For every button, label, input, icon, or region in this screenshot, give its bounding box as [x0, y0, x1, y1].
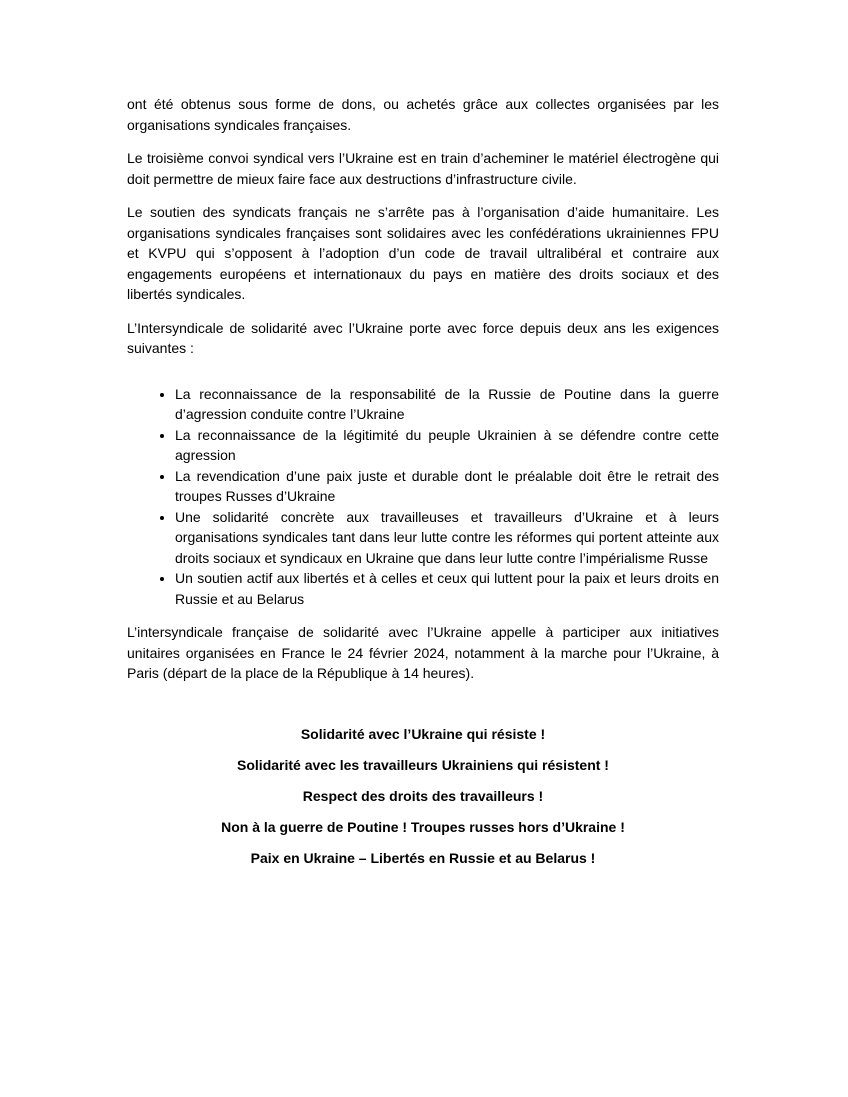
paragraph-union-support: Le soutien des syndicats français ne s’arrête pas à l’organisation d’aide humanitaire. Les organisations syndicales françaises sont solidaires avec les confédérations ukrainiennes FPU et KVPU qui s’opposent à l’adoption d’un code de travail ultralibéral et contraire aux engagements européens et internationaux du pays en matière des droits sociaux et des libertés syndicales. — [127, 204, 719, 302]
demands-list — [127, 384, 719, 610]
paragraph-donations: ont été obtenus sous forme de dons, ou achetés grâce aux collectes organisées par les organisations syndicales françaises. — [127, 96, 719, 133]
list-item-legitimacy: • La reconnaissance de la légitimité du peuple Ukrainien à se défendre contre cette agression — [175, 425, 719, 466]
slogan-solidarity-ukraine: Solidarité avec l’Ukraine qui résiste ! — [300, 725, 546, 742]
slogan-workers-rights: Respect des droits des travailleurs ! — [302, 787, 544, 804]
slogan-peace-freedoms: Paix en Ukraine – Libertés en Russie et au Belarus ! — [250, 849, 596, 866]
list-item-just-peace: • La revendication d’une paix juste et durable dont le préalable doit être le retrait des troupes Russes d’Ukraine — [175, 466, 719, 507]
paragraph-third-convoy: Le troisième convoi syndical vers l’Ukraine est en train d’acheminer le matériel électrogène qui doit permettre de mieux faire face aux destructions d’infrastructure civile. — [127, 150, 719, 187]
list-item-worker-solidarity: • Une solidarité concrète aux travailleuses et travailleurs d’Ukraine et à leurs organisations syndicales tant dans leur lutte contre les réformes qui portent atteinte aux droits sociaux et syndicaux en Ukraine que dans leur lutte contre l’impérialisme Russe — [175, 507, 719, 569]
slogan-no-to-war: Non à la guerre de Poutine ! Troupes russes hors d’Ukraine ! — [221, 818, 625, 835]
paragraph-call-to-action: L’intersyndicale française de solidarité avec l’Ukraine appelle à participer aux initiatives unitaires organisées en France le 24 février 2024, notamment à la marche pour l’Ukraine, à Paris (départ de la place de la République à 14 heures). — [127, 624, 719, 681]
list-item-freedoms-support: • Un soutien actif aux libertés et à celles et ceux qui luttent pour la paix et leurs droits en Russie et au Belarus — [175, 568, 719, 609]
paragraph-intersyndicale-demands-intro: L’Intersyndicale de solidarité avec l’Ukraine porte avec force depuis deux ans les exigences suivantes : — [127, 319, 719, 356]
slogan-solidarity-workers: Solidarité avec les travailleurs Ukrainiens qui résistent ! — [237, 756, 609, 773]
slogans-section — [127, 724, 719, 869]
list-item-responsibility: • La reconnaissance de la responsabilité de la Russie de Poutine dans la guerre d’agression conduite contre l’Ukraine — [175, 384, 719, 425]
